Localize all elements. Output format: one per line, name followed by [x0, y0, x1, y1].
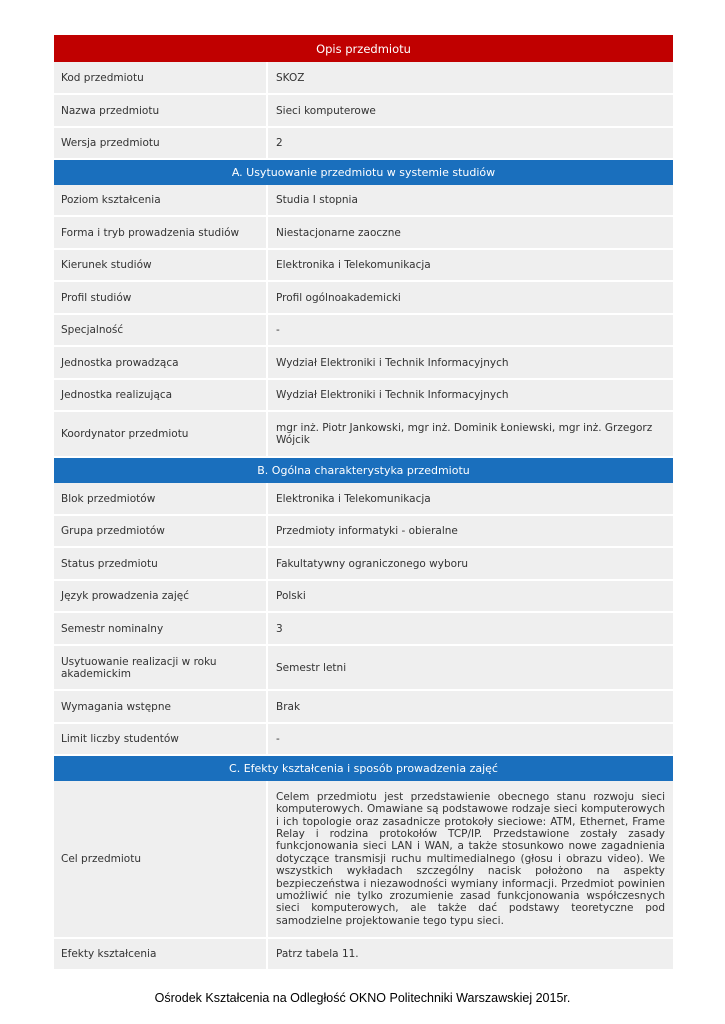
row-value: Elektronika i Telekomunikacja	[276, 492, 431, 505]
table-row	[54, 781, 673, 939]
table-row	[54, 412, 673, 458]
table-row	[54, 95, 673, 128]
row-label: Wersja przedmiotu	[54, 128, 268, 158]
row-value: -	[276, 733, 280, 745]
page-footer: Ośrodek Kształcenia na Odległość OKNO Politechniki Warszawskiej 2015r.	[154, 991, 571, 1005]
row-value: Patrz tabela 11.	[276, 948, 359, 960]
table-row	[54, 128, 673, 160]
row-label: Limit liczby studentów	[54, 724, 268, 754]
row-value: Wydział Elektroniki i Technik Informacyjnych	[276, 389, 509, 401]
row-value: mgr inż. Piotr Jankowski, mgr inż. Dominik Łoniewski, mgr inż. Grzegorz Wójcik	[276, 421, 653, 446]
table-row	[54, 347, 673, 380]
row-label: Profil studiów	[54, 282, 268, 313]
table-row	[54, 548, 673, 581]
row-label: Usytuowanie realizacji w roku akademickim	[54, 646, 268, 689]
row-value: -	[276, 324, 280, 336]
table-row	[54, 217, 673, 250]
table-row	[54, 939, 673, 971]
row-label: Blok przedmiotów	[54, 483, 268, 514]
table-row	[54, 315, 673, 347]
row-value: Celem przedmiotu jest przedstawienie obecnego stanu rozwoju sieci komputerowych. Omawiane są podstawowe rodzaje sieci komputerowych i ich topologie oraz zasadnicze protokoły sieciowe: ATM, Ethernet, Frame Relay i rodzina protokołów TCP/IP. Przedstawione zostały zasady funkcjonowania sieci LAN i WAN, a także stosunkowo nowe zagadnienia dotyczące transmisji ruchu multimedialnego (głosu i obrazu video). We wszystkich wykładach szczególny nacisk położono na aspekty bezpieczeństwa i niezawodności wymiany informacji. Przedmiot powinien umożliwić nie tylko zrozumienie zasad funkcjonowania współczesnych sieci komputerowych, ale także dać podstawy teoretyczne pod samodzielne projektowanie tego typu sieci.	[276, 790, 665, 927]
row-value: Przedmioty informatyki - obieralne	[276, 525, 458, 537]
row-value: SKOZ	[276, 71, 305, 84]
table-row	[54, 581, 673, 613]
row-label: Status przedmiotu	[54, 548, 268, 579]
row-label: Jednostka prowadząca	[54, 347, 268, 378]
row-label: Cel przedmiotu	[54, 781, 268, 937]
row-value: Niestacjonarne zaoczne	[276, 226, 401, 239]
row-label: Specjalność	[54, 315, 268, 345]
section-a-header	[54, 160, 673, 185]
row-value: Profil ogólnoakademicki	[276, 291, 401, 304]
table-row	[54, 724, 673, 756]
row-label: Nazwa przedmiotu	[54, 95, 268, 126]
section-c-header	[54, 756, 673, 781]
row-label: Forma i tryb prowadzenia studiów	[54, 217, 268, 248]
table-title-bar	[54, 35, 673, 62]
row-label: Koordynator przedmiotu	[54, 412, 268, 456]
row-label: Kod przedmiotu	[54, 62, 268, 93]
row-label: Poziom kształcenia	[54, 185, 268, 215]
table-row	[54, 62, 673, 95]
table-row	[54, 380, 673, 412]
row-value: Polski	[276, 590, 306, 602]
row-label: Grupa przedmiotów	[54, 516, 268, 546]
row-value: 3	[276, 622, 283, 635]
row-label: Jednostka realizująca	[54, 380, 268, 410]
table-row	[54, 250, 673, 282]
row-value: Semestr letni	[276, 661, 347, 674]
row-value: Elektronika i Telekomunikacja	[276, 259, 431, 271]
table-row	[54, 613, 673, 646]
table-row	[54, 282, 673, 315]
row-value: Fakultatywny ograniczonego wyboru	[276, 557, 469, 570]
row-label: Kierunek studiów	[54, 250, 268, 280]
table-row	[54, 185, 673, 217]
section-b-title: B. Ogólna charakterystyka przedmiotu	[257, 464, 470, 477]
row-label: Semestr nominalny	[54, 613, 268, 644]
table-title: Opis przedmiotu	[316, 41, 411, 56]
row-value: Studia I stopnia	[276, 194, 358, 206]
table-row	[54, 483, 673, 516]
section-c-title: C. Efekty kształcenia i sposób prowadzenia zajęć	[229, 762, 498, 775]
row-value: Brak	[276, 700, 301, 713]
section-b-header	[54, 458, 673, 483]
course-description-table	[54, 35, 673, 971]
table-row	[54, 646, 673, 691]
row-value: 2	[276, 137, 283, 149]
row-value: Wydział Elektroniki i Technik Informacyjnych	[276, 356, 509, 369]
table-row	[54, 691, 673, 724]
row-value: Sieci komputerowe	[276, 104, 376, 117]
row-label: Język prowadzenia zajęć	[54, 581, 268, 611]
row-label: Wymagania wstępne	[54, 691, 268, 722]
table-row	[54, 516, 673, 548]
section-a-title: A. Usytuowanie przedmiotu w systemie studiów	[231, 166, 496, 179]
row-label: Efekty kształcenia	[54, 939, 268, 969]
